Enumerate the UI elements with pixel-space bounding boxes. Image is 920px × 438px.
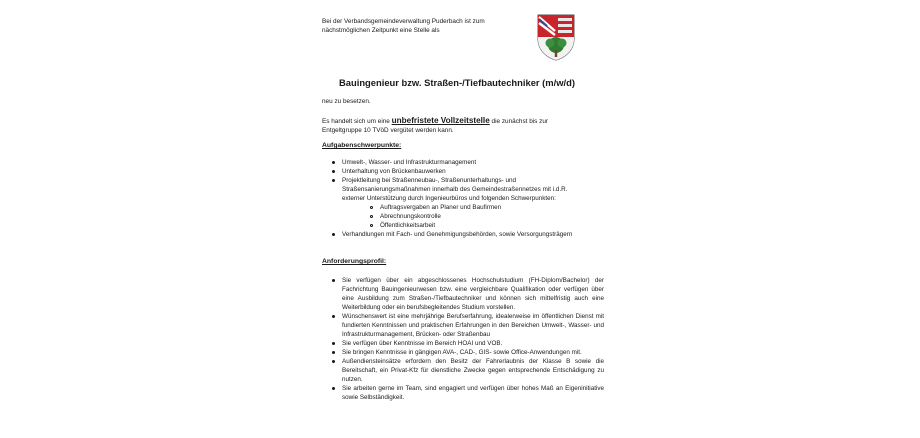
- profile-heading: Anforderungsprofil:: [322, 258, 387, 265]
- position-line-2: Entgeltgruppe 10 TVöD vergütet werden kann.: [322, 127, 454, 134]
- list-item: [322, 230, 592, 239]
- bullet-icon: [332, 170, 335, 173]
- tasks-heading: Aufgabenschwerpunkte:: [322, 142, 402, 149]
- circle-bullet-icon: [370, 215, 373, 218]
- position-emphasis: unbefristete Vollzeitstelle: [391, 116, 490, 125]
- sub-list-item-text: Abrechnungskontrolle: [380, 213, 441, 220]
- circle-bullet-icon: [370, 206, 373, 209]
- list-item: [322, 312, 604, 339]
- list-item-text: Unterhaltung von Brückenbauwerken: [342, 168, 446, 175]
- list-item: [322, 357, 604, 384]
- tasks-sublist: [342, 203, 592, 230]
- bullet-icon: [332, 342, 335, 345]
- list-item-text: Sie bringen Kenntnisse in gängigen AVA-, CAD-, GIS- sowie Office-Anwendungen mit.: [342, 349, 582, 356]
- list-item-text: Umwelt-, Wasser- und Infrastrukturmanagement: [342, 159, 477, 166]
- list-item: [322, 348, 604, 357]
- list-item: [322, 176, 592, 230]
- sub-list-item-text: Auftragsvergaben an Planer und Baufirmen: [380, 204, 502, 211]
- sub-list-item-text: Öffentlichkeitsarbeit: [380, 222, 436, 229]
- list-item-text: Außendiensteinsätze erfordern den Besitz der Fahrerlaubnis der Klasse B sowie die Bereitschaft, ein Privat-Kfz für dienstliche Zwecke gegen entsprechende Entschädigung zu nutzen.: [342, 358, 604, 383]
- bullet-icon: [332, 360, 335, 363]
- bullet-icon: [332, 351, 335, 354]
- to-fill-text: neu zu besetzen.: [322, 98, 371, 105]
- list-item-text: Projektleitung bei Straßenneubau-, Straßenunterhaltungs- und Straßensanierungsmaßnahmen innerhalb des Gemeindestraßennetzes mit i.d.R. externer Unterstützung durch Ingenieurbüros und folgenden Schwerpunkten:: [342, 177, 568, 202]
- sub-list-item: [342, 221, 592, 230]
- list-item: [322, 167, 592, 176]
- bullet-icon: [332, 315, 335, 318]
- list-item-text: Wünschenswert ist eine mehrjährige Berufserfahrung, idealerweise im öffentlichen Dienst mit fundierten Kenntnissen und praktischen Erfahrungen in den Bereichen Umwelt-, Wasser- und Infrastrukturmanagement, Brücken- oder Straßenbau: [342, 313, 604, 338]
- bullet-icon: [332, 179, 335, 182]
- list-item: [322, 384, 604, 402]
- circle-bullet-icon: [370, 224, 373, 227]
- intro-line-2: nächstmöglichen Zeitpunkt eine Stelle als: [322, 27, 440, 34]
- position-text: [322, 116, 548, 135]
- intro-text: [322, 17, 522, 35]
- position-suffix: die zunächst bis zur: [489, 118, 549, 125]
- list-item: [322, 339, 604, 348]
- list-item-text: Sie verfügen über Kenntnisse im Bereich HOAI und VOB.: [342, 340, 503, 347]
- bullet-icon: [332, 279, 335, 282]
- job-title: Bauingenieur bzw. Straßen-/Tiefbautechniker (m/w/d): [339, 77, 575, 88]
- bullet-icon: [332, 161, 335, 164]
- intro-line-1: Bei der Verbandsgemeindeverwaltung Puderbach ist zum: [322, 18, 485, 25]
- sub-list-item: [342, 203, 592, 212]
- position-prefix: Es handelt sich um eine: [322, 118, 392, 125]
- list-item-text: Sie arbeiten gerne im Team, sind engagiert und verfügen über hohes Maß an Eigeninitiative sowie Selbständigkeit.: [342, 385, 604, 401]
- tasks-list: [322, 158, 592, 239]
- coat-of-arms-logo: [536, 13, 576, 61]
- list-item-text: Verhandlungen mit Fach- und Genehmigungsbehörden, sowie Versorgungsträgern: [342, 231, 573, 238]
- list-item: [322, 276, 604, 312]
- list-item-text: Sie verfügen über ein abgeschlossenes Hochschulstudium (FH-Diplom/Bachelor) der Fachrichtung Bauingenieurwesen bzw. eine vergleichbare Qualifikation oder verfügen über eine Ausbildung zum Straßen-/Tiefbautechniker und können sich mittelfristig auch eine Weiterbildung oder ein berufsbegleitendes Studium vorstellen.: [342, 277, 604, 311]
- bullet-icon: [332, 233, 335, 236]
- profile-list: [322, 276, 604, 402]
- sub-list-item: [342, 212, 592, 221]
- list-item: [322, 158, 592, 167]
- bullet-icon: [332, 387, 335, 390]
